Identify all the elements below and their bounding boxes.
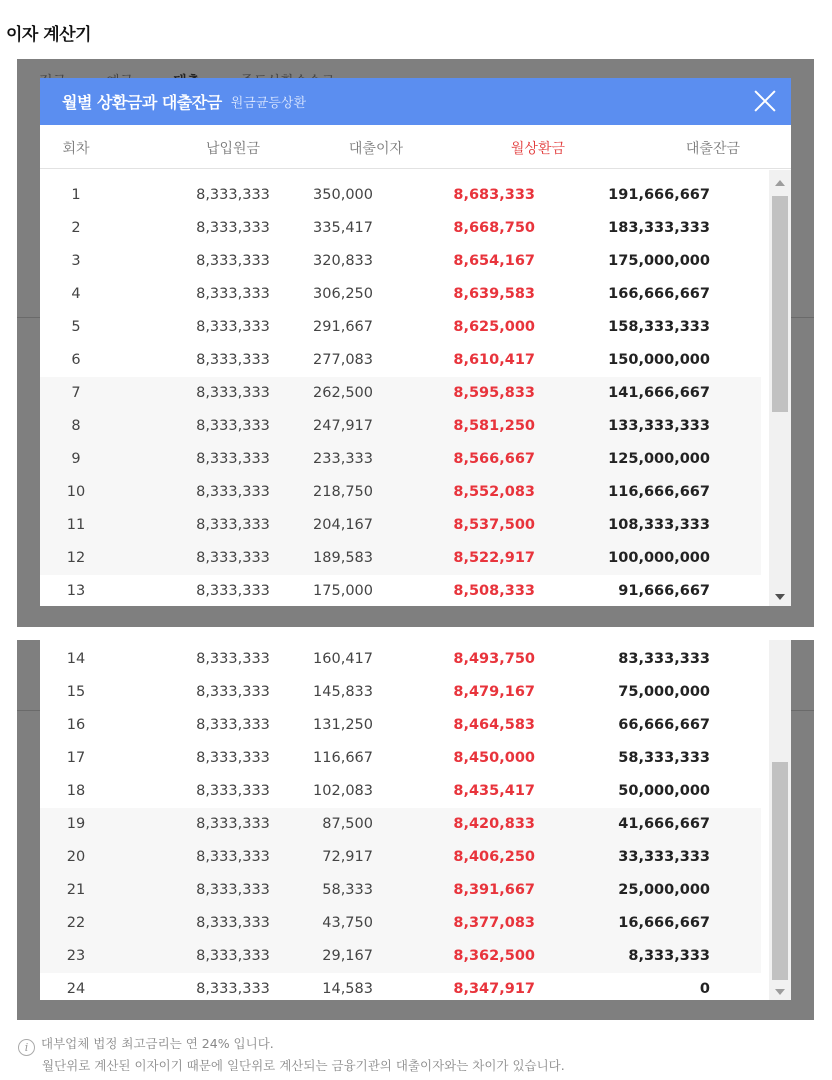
scrollbar-thumb[interactable] bbox=[772, 762, 788, 980]
round-cell: 21 bbox=[66, 882, 86, 898]
interest-cell: 14,583 bbox=[322, 981, 373, 997]
table-body[interactable] bbox=[40, 169, 791, 608]
payment-cell: 8,566,667 bbox=[453, 451, 535, 467]
balance-cell: 66,666,667 bbox=[618, 717, 710, 733]
round-cell: 3 bbox=[71, 253, 81, 269]
principal-cell: 8,333,333 bbox=[196, 684, 270, 700]
table-row bbox=[40, 542, 761, 575]
notes bbox=[18, 1034, 565, 1076]
round-cell: 5 bbox=[71, 319, 81, 335]
balance-cell: 183,333,333 bbox=[608, 220, 710, 236]
interest-cell: 247,917 bbox=[313, 418, 373, 434]
table-body[interactable] bbox=[40, 640, 791, 1000]
balance-cell: 133,333,333 bbox=[608, 418, 710, 434]
balance-cell: 141,666,667 bbox=[608, 385, 710, 401]
payment-cell: 8,493,750 bbox=[453, 651, 535, 667]
interest-cell: 320,833 bbox=[313, 253, 373, 269]
balance-cell: 100,000,000 bbox=[608, 550, 710, 566]
principal-cell: 8,333,333 bbox=[196, 583, 270, 599]
principal-cell: 8,333,333 bbox=[196, 849, 270, 865]
table-row bbox=[40, 643, 761, 676]
balance-cell: 191,666,667 bbox=[608, 187, 710, 203]
round-cell: 23 bbox=[66, 948, 86, 964]
round-cell: 17 bbox=[66, 750, 86, 766]
round-cell: 12 bbox=[66, 550, 86, 566]
round-cell: 19 bbox=[66, 816, 86, 832]
table-row bbox=[40, 311, 761, 344]
col-header-payment: 월상환금 bbox=[510, 141, 565, 157]
interest-cell: 58,333 bbox=[322, 882, 373, 898]
balance-cell: 0 bbox=[699, 981, 710, 997]
round-cell: 11 bbox=[66, 517, 86, 533]
interest-cell: 43,750 bbox=[322, 915, 373, 931]
payment-cell: 8,683,333 bbox=[453, 187, 535, 203]
scrollbar[interactable] bbox=[769, 640, 791, 1000]
principal-cell: 8,333,333 bbox=[196, 220, 270, 236]
table-row bbox=[40, 245, 761, 278]
round-cell: 20 bbox=[66, 849, 86, 865]
principal-cell: 8,333,333 bbox=[196, 319, 270, 335]
principal-cell: 8,333,333 bbox=[196, 783, 270, 799]
principal-cell: 8,333,333 bbox=[196, 517, 270, 533]
round-cell: 18 bbox=[66, 783, 86, 799]
modal-subtitle: 원금균등상환 bbox=[230, 96, 307, 111]
balance-cell: 25,000,000 bbox=[618, 882, 710, 898]
interest-cell: 102,083 bbox=[313, 783, 373, 799]
payment-cell: 8,639,583 bbox=[453, 286, 535, 302]
payment-cell: 8,508,333 bbox=[453, 583, 535, 599]
table-row bbox=[40, 377, 761, 410]
table-row bbox=[40, 940, 761, 973]
repayment-schedule-modal bbox=[40, 78, 791, 606]
table-row bbox=[40, 775, 761, 808]
interest-cell: 116,667 bbox=[313, 750, 373, 766]
balance-cell: 158,333,333 bbox=[608, 319, 710, 335]
principal-cell: 8,333,333 bbox=[196, 816, 270, 832]
round-cell: 1 bbox=[71, 187, 81, 203]
round-cell: 2 bbox=[71, 220, 81, 236]
round-cell: 4 bbox=[71, 286, 81, 302]
table-row bbox=[40, 973, 761, 1000]
interest-cell: 262,500 bbox=[313, 385, 373, 401]
round-cell: 14 bbox=[66, 651, 86, 667]
table-row bbox=[40, 443, 761, 476]
col-header-round: 회차 bbox=[62, 141, 90, 157]
principal-cell: 8,333,333 bbox=[196, 352, 270, 368]
modal-header bbox=[40, 78, 791, 125]
balance-cell: 91,666,667 bbox=[618, 583, 710, 599]
interest-cell: 87,500 bbox=[322, 816, 373, 832]
round-cell: 13 bbox=[66, 583, 86, 599]
table-row bbox=[40, 179, 761, 212]
payment-cell: 8,435,417 bbox=[453, 783, 535, 799]
table-row bbox=[40, 410, 761, 443]
interest-cell: 306,250 bbox=[313, 286, 373, 302]
payment-cell: 8,522,917 bbox=[453, 550, 535, 566]
payment-cell: 8,625,000 bbox=[453, 319, 535, 335]
principal-cell: 8,333,333 bbox=[196, 253, 270, 269]
table-row bbox=[40, 344, 761, 377]
principal-cell: 8,333,333 bbox=[196, 651, 270, 667]
round-cell: 22 bbox=[66, 915, 86, 931]
payment-cell: 8,595,833 bbox=[453, 385, 535, 401]
round-cell: 9 bbox=[71, 451, 81, 467]
close-icon[interactable] bbox=[753, 89, 777, 113]
payment-cell: 8,610,417 bbox=[453, 352, 535, 368]
table-row bbox=[40, 278, 761, 311]
table-row bbox=[40, 212, 761, 245]
payment-cell: 8,450,000 bbox=[453, 750, 535, 766]
balance-cell: 41,666,667 bbox=[618, 816, 710, 832]
payment-cell: 8,391,667 bbox=[453, 882, 535, 898]
repayment-schedule-continued bbox=[40, 640, 791, 1000]
table-row bbox=[40, 907, 761, 940]
scroll-down-icon[interactable] bbox=[775, 989, 785, 995]
table-row bbox=[40, 874, 761, 907]
note-monthly-interest: 월단위로 계산된 이자이기 때문에 일단위로 계산되는 금융기관의 대출이자와는 차이가 있습니다. bbox=[42, 1058, 565, 1073]
round-cell: 7 bbox=[71, 385, 81, 401]
interest-cell: 160,417 bbox=[313, 651, 373, 667]
payment-cell: 8,362,500 bbox=[453, 948, 535, 964]
interest-cell: 218,750 bbox=[313, 484, 373, 500]
payment-cell: 8,464,583 bbox=[453, 717, 535, 733]
principal-cell: 8,333,333 bbox=[196, 187, 270, 203]
payment-cell: 8,537,500 bbox=[453, 517, 535, 533]
principal-cell: 8,333,333 bbox=[196, 286, 270, 302]
payment-cell: 8,654,167 bbox=[453, 253, 535, 269]
balance-cell: 108,333,333 bbox=[608, 517, 710, 533]
overlay-backdrop-bottom bbox=[17, 640, 814, 1020]
table-row bbox=[40, 808, 761, 841]
modal-title: 월별 상환금과 대출잔금 bbox=[62, 93, 222, 112]
principal-cell: 8,333,333 bbox=[196, 550, 270, 566]
payment-cell: 8,552,083 bbox=[453, 484, 535, 500]
table-row bbox=[40, 676, 761, 709]
balance-cell: 150,000,000 bbox=[608, 352, 710, 368]
balance-cell: 83,333,333 bbox=[618, 651, 710, 667]
interest-cell: 189,583 bbox=[313, 550, 373, 566]
payment-cell: 8,479,167 bbox=[453, 684, 535, 700]
table-row bbox=[40, 709, 761, 742]
balance-cell: 175,000,000 bbox=[608, 253, 710, 269]
overlay-backdrop-top bbox=[17, 59, 814, 627]
table-row bbox=[40, 742, 761, 775]
principal-cell: 8,333,333 bbox=[196, 484, 270, 500]
interest-cell: 145,833 bbox=[313, 684, 373, 700]
interest-cell: 204,167 bbox=[313, 517, 373, 533]
col-header-balance: 대출잔금 bbox=[685, 141, 740, 157]
table-row bbox=[40, 575, 761, 608]
interest-cell: 131,250 bbox=[313, 717, 373, 733]
balance-cell: 116,666,667 bbox=[608, 484, 710, 500]
balance-cell: 8,333,333 bbox=[628, 948, 710, 964]
principal-cell: 8,333,333 bbox=[196, 882, 270, 898]
info-icon: i bbox=[18, 1039, 35, 1056]
interest-cell: 350,000 bbox=[313, 187, 373, 203]
note-max-rate: 대부업체 법정 최고금리는 연 24% 입니다. bbox=[41, 1036, 274, 1051]
page-title: 이자 계산기 bbox=[6, 25, 92, 45]
scrollbar-thumb[interactable] bbox=[772, 196, 788, 412]
interest-cell: 335,417 bbox=[313, 220, 373, 236]
payment-cell: 8,406,250 bbox=[453, 849, 535, 865]
principal-cell: 8,333,333 bbox=[196, 385, 270, 401]
round-cell: 8 bbox=[71, 418, 81, 434]
principal-cell: 8,333,333 bbox=[196, 948, 270, 964]
payment-cell: 8,581,250 bbox=[453, 418, 535, 434]
balance-cell: 33,333,333 bbox=[618, 849, 710, 865]
scrollbar[interactable] bbox=[769, 170, 791, 606]
interest-cell: 291,667 bbox=[313, 319, 373, 335]
interest-cell: 277,083 bbox=[313, 352, 373, 368]
principal-cell: 8,333,333 bbox=[196, 915, 270, 931]
scroll-up-icon[interactable] bbox=[775, 180, 785, 186]
principal-cell: 8,333,333 bbox=[196, 981, 270, 997]
balance-cell: 166,666,667 bbox=[608, 286, 710, 302]
balance-cell: 75,000,000 bbox=[618, 684, 710, 700]
payment-cell: 8,668,750 bbox=[453, 220, 535, 236]
balance-cell: 50,000,000 bbox=[618, 783, 710, 799]
balance-cell: 58,333,333 bbox=[618, 750, 710, 766]
interest-cell: 72,917 bbox=[322, 849, 373, 865]
round-cell: 6 bbox=[71, 352, 81, 368]
scroll-down-icon[interactable] bbox=[775, 594, 785, 600]
interest-cell: 233,333 bbox=[313, 451, 373, 467]
round-cell: 10 bbox=[66, 484, 86, 500]
principal-cell: 8,333,333 bbox=[196, 750, 270, 766]
table-row bbox=[40, 509, 761, 542]
payment-cell: 8,377,083 bbox=[453, 915, 535, 931]
principal-cell: 8,333,333 bbox=[196, 717, 270, 733]
balance-cell: 16,666,667 bbox=[618, 915, 710, 931]
interest-cell: 175,000 bbox=[313, 583, 373, 599]
payment-cell: 8,420,833 bbox=[453, 816, 535, 832]
round-cell: 24 bbox=[66, 981, 86, 997]
table-row bbox=[40, 841, 761, 874]
balance-cell: 125,000,000 bbox=[608, 451, 710, 467]
principal-cell: 8,333,333 bbox=[196, 418, 270, 434]
table-header bbox=[40, 125, 791, 169]
table-row bbox=[40, 476, 761, 509]
round-cell: 16 bbox=[66, 717, 86, 733]
interest-cell: 29,167 bbox=[322, 948, 373, 964]
col-header-principal: 납입원금 bbox=[205, 141, 261, 157]
col-header-interest: 대출이자 bbox=[348, 141, 403, 157]
payment-cell: 8,347,917 bbox=[453, 981, 535, 997]
round-cell: 15 bbox=[66, 684, 86, 700]
principal-cell: 8,333,333 bbox=[196, 451, 270, 467]
